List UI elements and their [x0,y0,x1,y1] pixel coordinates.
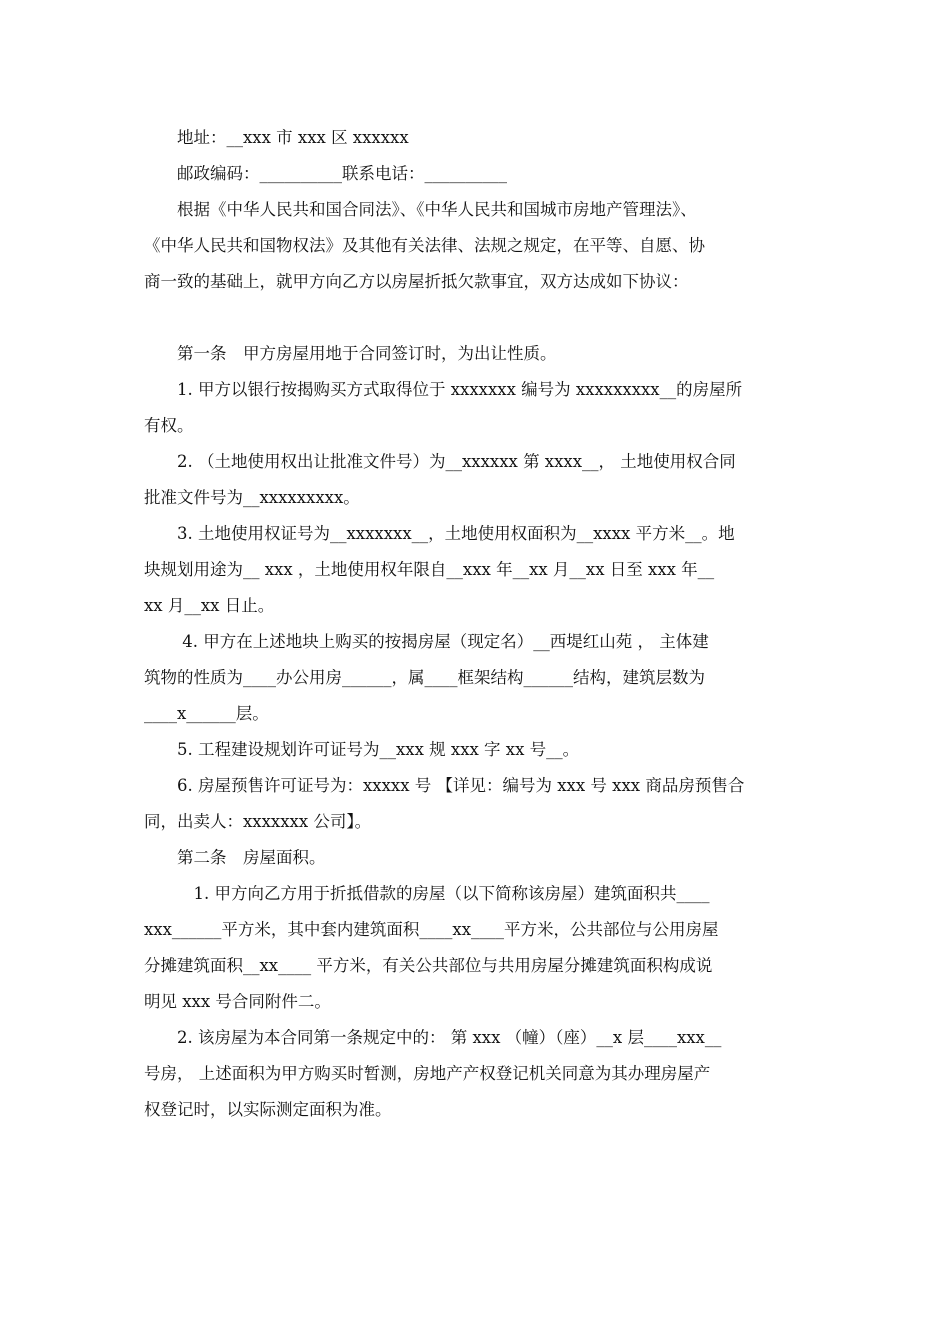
preamble-line-1: 根据《中华人民共和国合同法》、《中华人民共和国城市房地产管理法》、 [144,200,697,219]
clause-1-5-line-1: 5. 工程建设规划许可证号为__xxx 规 xxx 字 xx 号__。 [144,740,580,759]
clause-2-2-line-1: 2. 该房屋为本合同第一条规定中的： 第 xxx （幢）（座）__x 层____xxx__ [144,1028,722,1047]
clause-1-4-line-2: 筑物的性质为____办公用房______，属____框架结构______结构，建筑层数为 [144,668,705,687]
clause-1-3-line-3: xx 月__xx 日止。 [144,596,275,615]
postal-phone-line: 邮政编码：__________联系电话：__________ [144,164,507,183]
clause-1-3-line-1: 3. 土地使用权证号为__xxxxxxx__，土地使用权面积为__xxxx 平方米__。地 [144,524,735,543]
article-1-heading: 第一条 甲方房屋用地于合同签订时，为出让性质。 [144,344,557,363]
clause-1-1-line-1: 1. 甲方以银行按揭购买方式取得位于 xxxxxxx 编号为 xxxxxxxxx__的房屋所 [144,380,743,399]
clause-2-2-line-2: 号房， 上述面积为甲方购买时暂测，房地产产权登记机关同意为其办理房屋产 [144,1064,711,1083]
blank-line [144,300,806,336]
clause-1-4-line-3: ____x______层。 [144,704,269,723]
clause-1-3-line-2: 块规划用途为__ xxx ，土地使用权年限自__xxx 年__xx 月__xx 日至 xxx 年__ [144,560,715,579]
clause-1-6-line-2: 同，出卖人：xxxxxxx 公司】。 [144,812,372,831]
clause-2-1-line-3: 分摊建筑面积__xx____ 平方米，有关公共部位与共用房屋分摊建筑面积构成说 [144,956,713,975]
address-line: 地址：__xxx 市 xxx 区 xxxxxx [144,128,409,147]
clause-1-4-line-1: 4. 甲方在上述地块上购买的按揭房屋（现定名）__西堤红山苑 ， 主体建 [144,632,709,651]
clause-2-1-line-4: 明见 xxx 号合同附件二。 [144,992,331,1011]
preamble-line-3: 商一致的基础上，就甲方向乙方以房屋折抵欠款事宜，双方达成如下协议： [144,272,689,291]
clause-2-2-line-3: 权登记时，以实际测定面积为准。 [144,1100,392,1119]
clause-1-6-line-1: 6. 房屋预售许可证号为：xxxxx 号 【详见：编号为 xxx 号 xxx 商品房预售合 [144,776,745,795]
clause-1-2-line-1: 2. （土地使用权出让批准文件号）为__xxxxxx 第 xxxx__， 土地使用权合同 [144,452,736,471]
preamble-line-2: 《中华人民共和国物权法》及其他有关法律、法规之规定，在平等、自愿、协 [144,236,705,255]
article-2-heading: 第二条 房屋面积。 [144,848,326,867]
clause-2-1-line-2: xxx______平方米，其中套内建筑面积____xx____平方米，公共部位与公用房屋 [144,920,719,939]
clause-2-1-line-1: 1. 甲方向乙方用于折抵借款的房屋（以下简称该房屋）建筑面积共____ [144,884,710,903]
clause-1-1-line-2: 有权。 [144,416,194,435]
contract-body [144,120,806,1128]
clause-1-2-line-2: 批准文件号为__xxxxxxxxx。 [144,488,360,507]
